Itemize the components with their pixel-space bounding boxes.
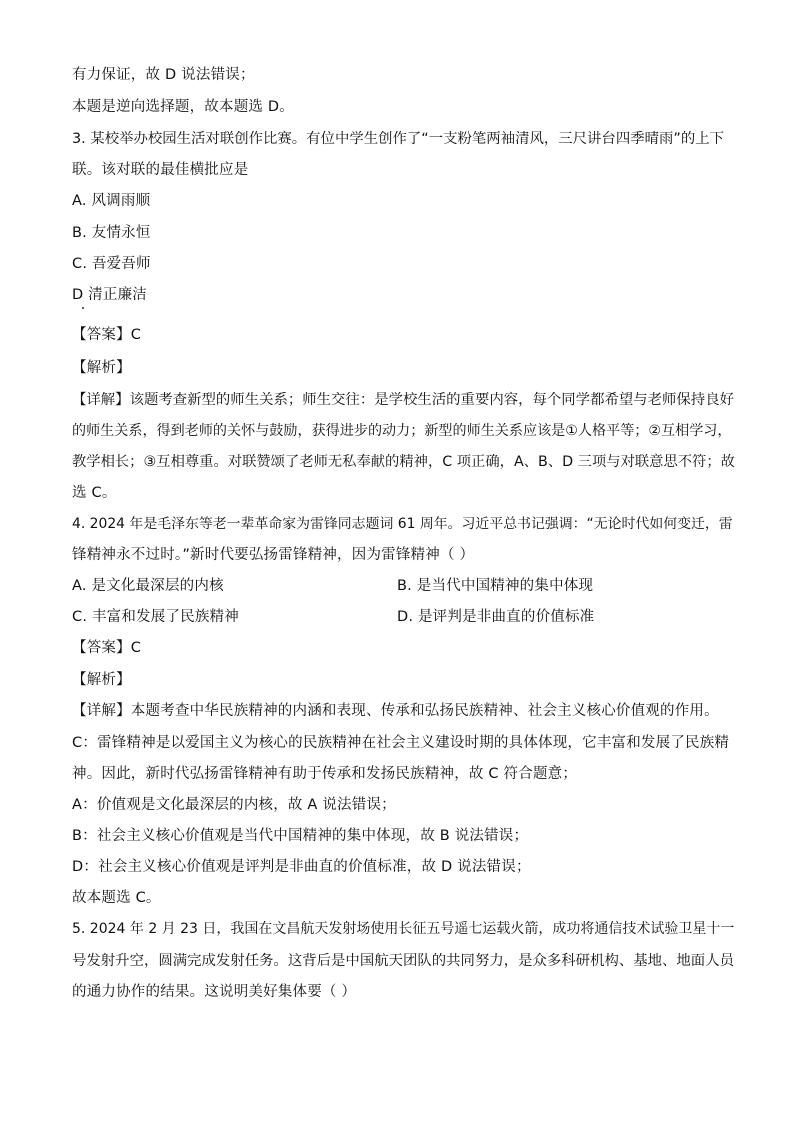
question-4-stem: 4. 2024 年是毛泽东等老一辈革命家为雷锋同志题词 61 周年。习近平总书记强调：“无论时代如何变迁，雷 xyxy=(72,516,733,532)
text-line: 本题是逆向选择题，故本题选 D。 xyxy=(72,99,294,115)
option-a: A. 风调雨顺 xyxy=(72,193,151,209)
explanation-line: 【详解】本题考查中华民族精神的内涵和表现、传承和弘扬民族精神、社会主义核心价值观的作用。 xyxy=(72,703,719,719)
explanation-line: 神。因此，新时代弘扬雷锋精神有助于传承和发扬民族精神，故 C 符合题意； xyxy=(72,766,578,782)
analysis-label: 【解析】 xyxy=(72,672,131,688)
explanation-line: B：社会主义核心价值观是当代中国精神的集中体现，故 B 说法错误； xyxy=(72,828,529,844)
option-d: D 清正廉洁 xyxy=(72,287,147,303)
question-5-stem: 号发射升空，圆满完成发射任务。这背后是中国航天团队的共同努力，是众多科研机构、基地、地面人员 xyxy=(72,953,734,969)
question-5-stem: 5. 2024 年 2 月 23 日，我国在文昌航天发射场使用长征五号遥七运载火箭，成功将通信技术试验卫星十一 xyxy=(72,921,735,937)
explanation-line: C：雷锋精神是以爱国主义为核心的民族精神在社会主义建设时期的具体体现，它丰富和发展了民族精 xyxy=(72,735,730,751)
explanation-line: A：价值观是文化最深层的内核，故 A 说法错误； xyxy=(72,797,396,813)
explanation-line: 选 C。 xyxy=(72,485,117,501)
explanation-line: D：社会主义核心价值观是评判是非曲直的价值标准，故 D 说法错误； xyxy=(72,859,531,875)
analysis-label: 【解析】 xyxy=(72,360,131,376)
option-a: A. 是文化最深层的内核 xyxy=(72,578,224,594)
explanation-line: 【详解】该题考查新型的师生关系；师生交往：是学校生活的重要内容，每个同学都希望与老师保持良好 xyxy=(72,392,734,408)
option-b: B. 是当代中国精神的集中体现 xyxy=(397,578,594,594)
answer-label: 【答案】C xyxy=(72,327,142,343)
option-c: C. 吾爱吾师 xyxy=(72,256,151,272)
question-3-stem: 联。该对联的最佳横批应是 xyxy=(72,162,249,178)
option-b: B. 友情永恒 xyxy=(72,225,151,241)
option-d: D. 是评判是非曲直的价值标准 xyxy=(397,609,595,625)
stray-dot xyxy=(82,307,84,309)
explanation-line: 故本题选 C。 xyxy=(72,890,161,906)
answer-label: 【答案】C xyxy=(72,640,142,656)
option-c: C. 丰富和发展了民族精神 xyxy=(72,609,239,625)
text-line: 有力保证，故 D 说法错误； xyxy=(72,67,255,83)
question-5-stem: 的通力协作的结果。这说明美好集体要（ ） xyxy=(72,984,357,1000)
question-4-stem: 锋精神永不过时。”新时代要弘扬雷锋精神，因为雷锋精神（ ） xyxy=(72,547,475,563)
explanation-line: 的师生关系，得到老师的关怀与鼓励，获得进步的动力；新型的师生关系应该是①人格平等；②互相学习， xyxy=(72,423,732,439)
explanation-line: 教学相长；③互相尊重。对联赞颂了老师无私奉献的精神，C 项正确，A、B、D 三项与对联意思不符；故 xyxy=(72,454,735,470)
question-3-stem: 3. 某校举办校园生活对联创作比赛。有位中学生创作了“一支粉笔两袖清风，三尺讲台四季晴雨”的上下 xyxy=(72,131,725,147)
